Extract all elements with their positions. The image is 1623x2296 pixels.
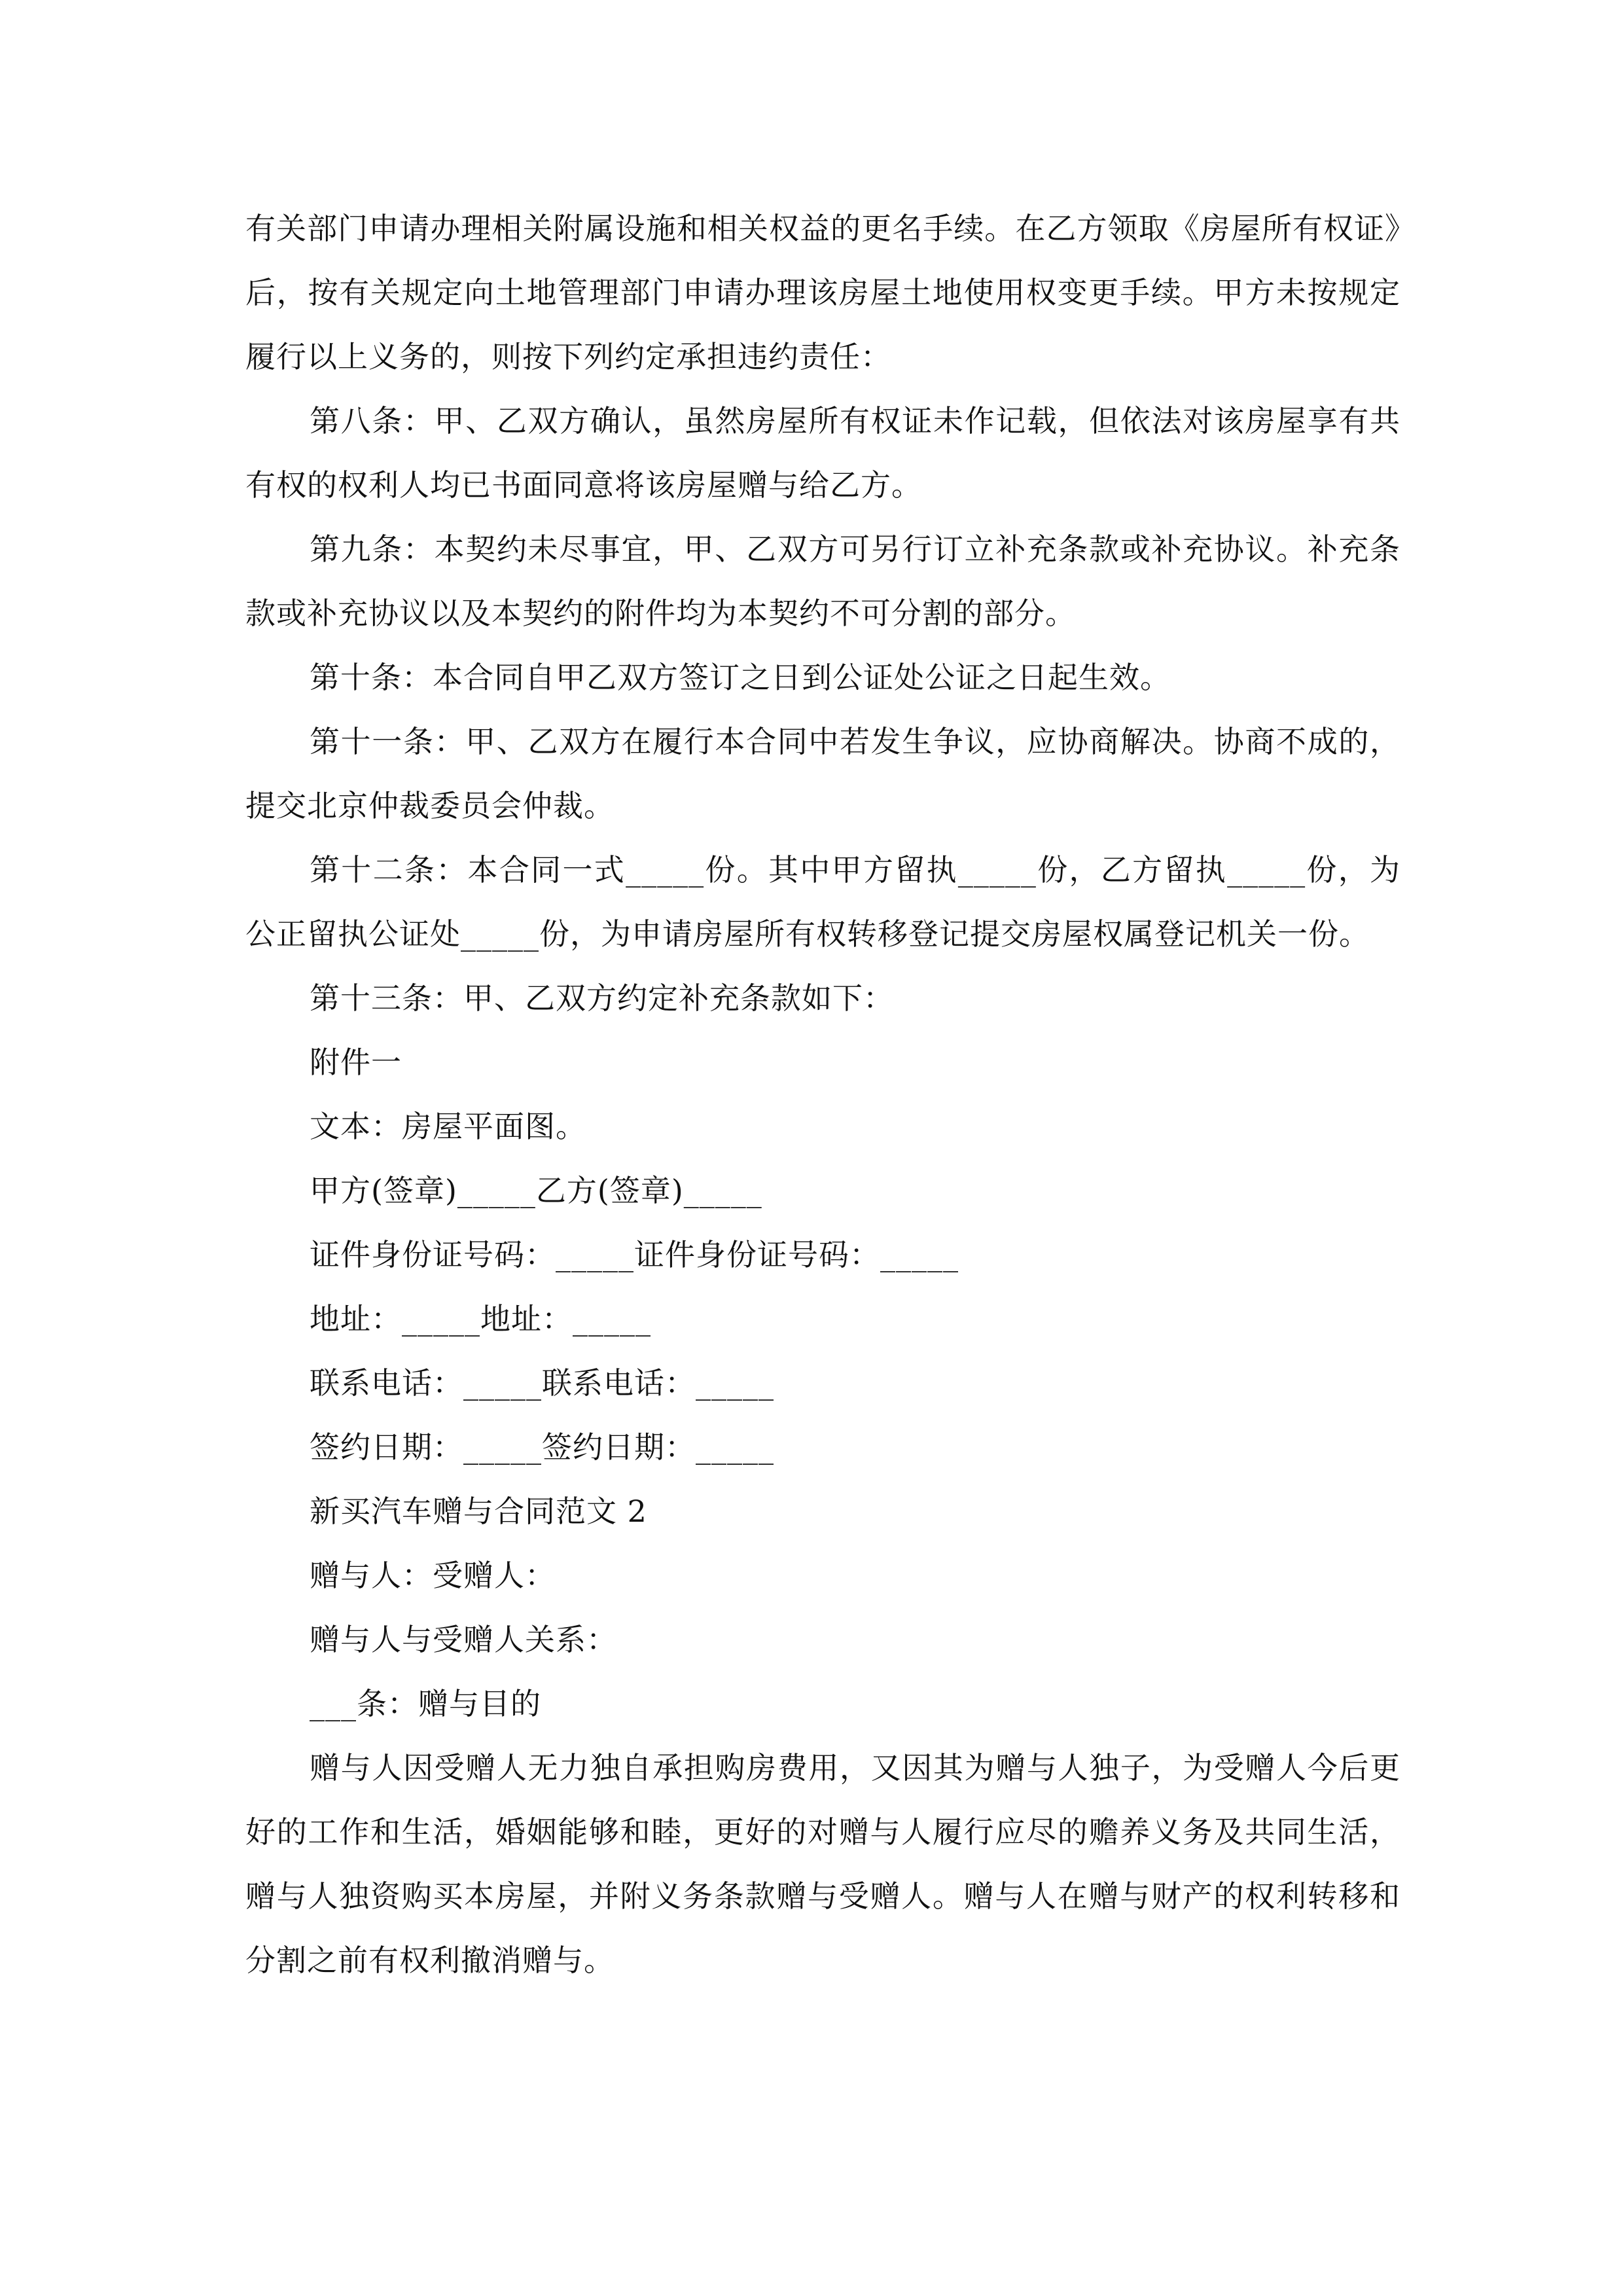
paragraph-article-10: 第十条：本合同自甲乙双方签订之日到公证处公证之日起生效。 xyxy=(310,660,1171,695)
signature-line: 甲方(签章)_____乙方(签章)_____ xyxy=(310,1173,762,1208)
purpose-paragraph: 赠与人因受赠人无力独自承担购房费用，又因其为赠与人独子，为受赠人今后更好的工作和生活，婚姻能够和睦，更好的对赠与人履行应尽的赡养义务及共同生活，赠与人独资购买本房屋，并附义务条款赠与受赠人。赠与人在赠与财产的权利转移和分割之前有权利撤消赠与。 xyxy=(245,1750,1400,1978)
attachment-heading: 附件一 xyxy=(310,1045,402,1080)
paragraph-article-8: 第八条：甲、乙双方确认，虽然房屋所有权证未作记载，但依法对该房屋享有共有权的权利人均已书面同意将该房屋赠与给乙方。 xyxy=(245,403,1400,503)
attachment-text-line: 文本：房屋平面图。 xyxy=(310,1109,586,1144)
address-line: 地址：_____地址：_____ xyxy=(310,1301,651,1336)
paragraph-continuation: 有关部门申请办理相关附属设施和相关权益的更名手续。在乙方领取《房屋所有权证》后，按有关规定向土地管理部门申请办理该房屋土地使用权变更手续。甲方未按规定履行以上义务的，则按下列约定承担违约责任： xyxy=(245,211,1400,374)
phone-line: 联系电话：_____联系电话：_____ xyxy=(310,1365,774,1401)
relationship-line: 赠与人与受赠人关系： xyxy=(310,1622,617,1657)
signing-date-line: 签约日期：_____签约日期：_____ xyxy=(310,1429,774,1465)
article-purpose-heading: ___条：赠与目的 xyxy=(310,1686,541,1721)
paragraph-article-9: 第九条：本契约未尽事宜，甲、乙双方可另行订立补充条款或补充协议。补充条款或补充协议以及本契约的附件均为本契约不可分割的部分。 xyxy=(245,531,1400,631)
section-title: 新买汽车赠与合同范文 2 xyxy=(310,1494,647,1529)
id-number-line: 证件身份证号码：_____证件身份证号码：_____ xyxy=(310,1237,959,1272)
parties-line: 赠与人：受赠人： xyxy=(310,1558,556,1593)
paragraph-article-11: 第十一条：甲、乙双方在履行本合同中若发生争议，应协商解决。协商不成的，提交北京仲裁委员会仲裁。 xyxy=(245,724,1400,823)
document-body xyxy=(245,196,1400,1992)
paragraph-article-13: 第十三条：甲、乙双方约定补充条款如下： xyxy=(310,980,894,1016)
paragraph-article-12: 第十二条：本合同一式_____份。其中甲方留执_____份，乙方留执_____份，为公正留执公证处_____份，为申请房屋所有权转移登记提交房屋权属登记机关一份。 xyxy=(245,852,1400,952)
